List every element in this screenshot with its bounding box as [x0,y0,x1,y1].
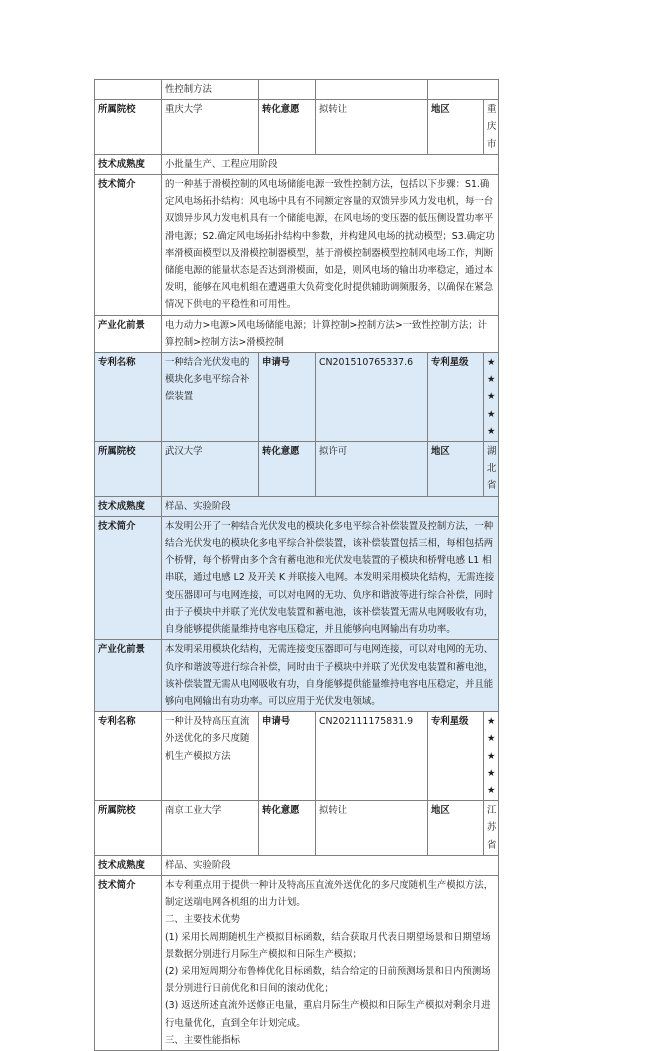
industry-text: 电力动力>电源>风电场储能电源；计算控制>控制方法>一致性控制方法；计算控制>控制方法>滑模控制 [162,315,499,352]
patent-name-value: 一种结合光伏发电的模块化多电平综合补偿装置 [162,353,259,442]
application-number-value: CN202111175831.9 [316,712,428,801]
school-value: 重庆大学 [162,100,259,155]
record3-school-row [95,801,499,856]
intro-section-heading: 二、主要技术优势 [165,914,241,926]
maturity-value: 小批量生产、工程应用阶段 [162,154,499,174]
region-label: 地区 [428,100,484,155]
intent-label: 转化意愿 [259,801,316,856]
record1-maturity-row [95,154,499,174]
intro-paragraph: 本专利重点用于提供一种计及特高压直流外送优化的多尺度随机生产模拟方法，制定送端电网各机组的出力计划。 [165,879,494,909]
region-value: 江苏省 [484,801,499,856]
industry-text: 本发明采用模块化结构，无需连接变压器即可与电网连接，可以对电网的无功、负序和谐波等进行综合补偿，同时由于子模块中并联了光伏发电装置和蓄电池，该补偿装置无需从电网吸收有功，自身能够提供能量维持电容电压稳定，并且能够向电网输出有功功率。可以应用于光伏发电领域。 [162,640,499,712]
patent-name-label: 专利名称 [95,712,162,801]
intent-value: 拟转让 [316,100,428,155]
record2-intro-row [95,516,499,639]
intro-paragraph: (3) 返送所述直流外送修正电量，重启月际生产模拟和日际生产模拟对剩余月进行电量优化，直到全年计划完成。 [165,1000,491,1029]
record2-patent-row [95,353,499,442]
industry-label: 产业化前景 [95,640,162,712]
region-value: 重庆市 [484,100,499,155]
patent-name-label: 专利名称 [95,353,162,442]
school-label: 所属院校 [95,442,162,497]
patent-table-page [94,79,498,1051]
maturity-label: 技术成熟度 [95,496,162,516]
intro-paragraph: (2) 采用短周期分布鲁棒优化目标函数，结合给定的日前预测场景和日内预测场景分别进行日前优化和日间的滚动优化； [165,965,491,995]
intro-label: 技术简介 [95,175,162,316]
intent-label: 转化意愿 [259,100,316,155]
maturity-value: 样品、实验阶段 [162,496,499,516]
region-label: 地区 [428,442,484,497]
patent-star-rating: ★★★★★ [484,353,499,442]
patent-star-label: 专利星级 [428,353,484,442]
maturity-value: 样品、实验阶段 [162,855,499,875]
record1-industry-row [95,315,499,352]
maturity-label: 技术成熟度 [95,154,162,174]
record2-school-row [95,442,499,497]
record1-school-row [95,100,499,155]
patent-table [94,79,499,1051]
intro-text [162,875,499,1050]
intent-value: 拟许可 [316,442,428,497]
school-value: 南京工业大学 [162,801,259,856]
application-number-label: 申请号 [259,712,316,801]
intro-paragraph: (1) 采用长周期随机生产模拟目标函数，结合获取月代表日期望场景和日期望场景数据分别进行月际生产模拟和日际生产模拟； [165,931,491,960]
intro-label: 技术简介 [95,516,162,639]
application-number-label: 申请号 [259,353,316,442]
school-value: 武汉大学 [162,442,259,497]
patent-star-rating: ★★★★★ [484,712,499,801]
record3-intro-row [95,875,499,1050]
record1-title-tail-row [95,80,499,100]
region-value: 湖北省 [484,442,499,497]
intro-text: 的一种基于滑模控制的风电场储能电源一致性控制方法，包括以下步骤：S1.确定风电场拓扑结构：风电场中具有不同额定容量的双馈异步风力发电机，每一台双馈异步风力发电机具有一个储能电源，在风电场的变压器的低压侧设置功率平滑电源；S2.确定风电场拓扑结构中参数，并构建风电场的扰动模型；S3.确定功率滑模面模型以及滑模控制器模型，基于滑模控制器模型控制风电场工作，判断储能电源的能量状态是否达到滑模面，如是，则风电场的输出功率稳定，通过本发明，能够在风电机组在遭遇重大负荷变化时提供辅助调频服务，以确保在紧急情况下供电的平稳性和可用性。 [162,175,499,316]
record3-patent-row [95,712,499,801]
application-number-value: CN201510765337.6 [316,353,428,442]
intent-value: 拟转让 [316,801,428,856]
region-label: 地区 [428,801,484,856]
maturity-label: 技术成熟度 [95,855,162,875]
intro-text: 本发明公开了一种结合光伏发电的模块化多电平综合补偿装置及控制方法，一种结合光伏发电的模块化多电平综合补偿装置，该补偿装置包括三相，每相包括两个桥臂，每个桥臂由多个含有蓄电池和光伏发电装置的子模块和桥臂电感 L1 相串联，通过电感 L2 及开关 K 并联接入电网。本发明采用模块化结构，无需连接变压器即可与电网连接，可以对电网的无功、负序和谐波等进行综合补偿，同时由于子模块中并联了光伏发电装置和蓄电池，该补偿装置无需从电网吸收有功，自身能够提供能量维持电容电压稳定，并且能够向电网输出有功功率。 [162,516,499,639]
intro-section-heading: 三、主要性能指标 [165,1034,241,1046]
intent-label: 转化意愿 [259,442,316,497]
record3-maturity-row [95,855,499,875]
school-label: 所属院校 [95,801,162,856]
record2-maturity-row [95,496,499,516]
patent-name-value: 一种计及特高压直流外送优化的多尺度随机生产模拟方法 [162,712,259,801]
record1-intro-row [95,175,499,316]
school-label: 所属院校 [95,100,162,155]
record2-industry-row [95,640,499,712]
patent-star-label: 专利星级 [428,712,484,801]
record1-patent-title-tail: 性控制方法 [162,80,259,100]
intro-label: 技术简介 [95,875,162,1050]
industry-label: 产业化前景 [95,315,162,352]
